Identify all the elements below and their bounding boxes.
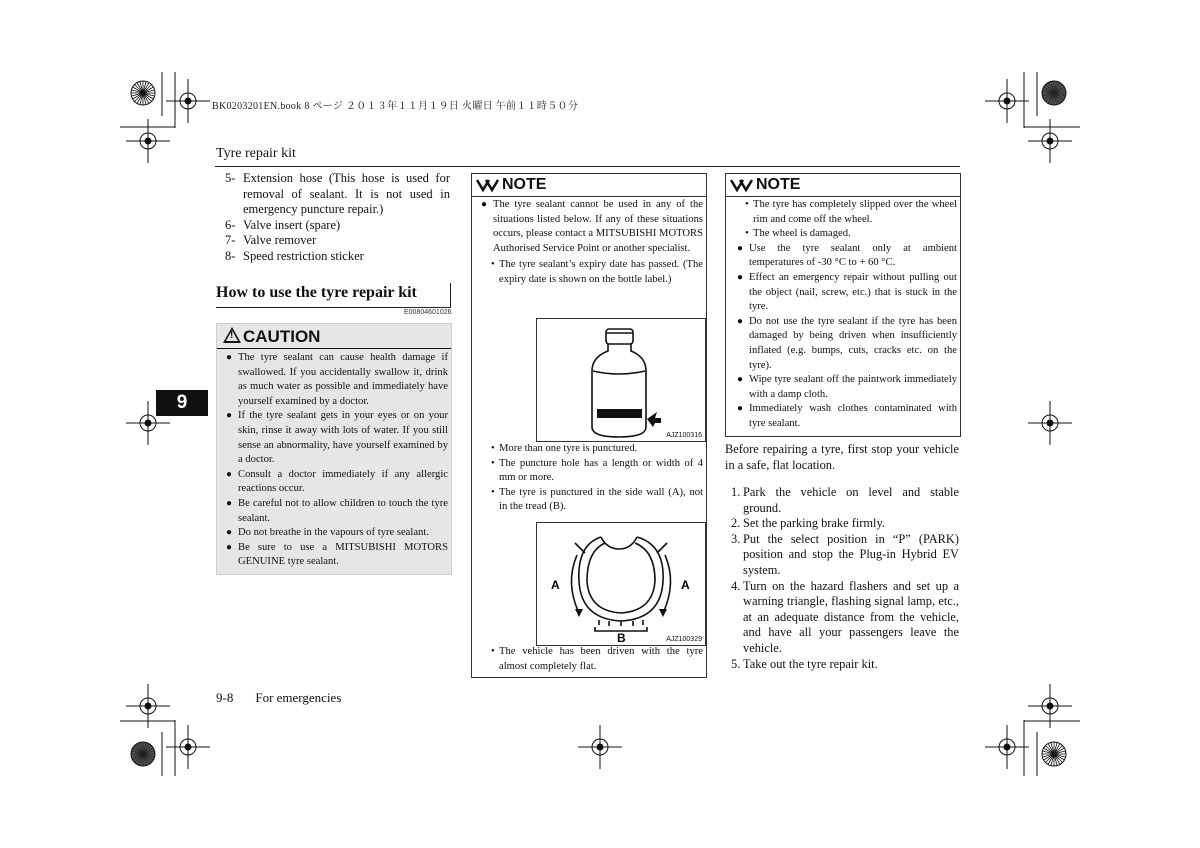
crosshair-mark xyxy=(126,119,170,163)
list-item: 6- Valve insert (spare) xyxy=(225,217,341,232)
procedure-steps xyxy=(725,485,959,672)
warning-icon: ! xyxy=(223,327,241,343)
note-item: ● Effect an emergency repair without pulling out the object (nail, screw, etc.) that is stuck in the tyre. xyxy=(737,271,957,313)
parts-list xyxy=(225,171,450,265)
crosshair-mark xyxy=(166,725,210,769)
intro-paragraph: Before repairing a tyre, first stop your vehicle in a safe, flat location. xyxy=(725,442,959,472)
list-item: 5- Extension hose (This hose is used for removal of sealant. It is not used in emergency puncture repair.) xyxy=(225,171,450,217)
sealant-bottle-figure xyxy=(536,318,706,442)
caution-item: ● Consult a doctor immediately if any allergic reactions occur. xyxy=(226,468,448,495)
caution-box xyxy=(216,323,452,575)
bottle-illustration xyxy=(537,319,705,441)
tyre-section-figure xyxy=(536,522,706,646)
figure-code: AJZ100316 xyxy=(666,432,702,439)
figure-label-b: B xyxy=(617,631,626,645)
crosshair-mark xyxy=(985,79,1029,123)
note-subitem: • The puncture hole has a length or width of 4 mm or more. xyxy=(491,457,703,484)
footer-section: For emergencies xyxy=(255,690,342,705)
note-subitem: • The tyre has completely slipped over the wheel rim and come off the wheel. xyxy=(745,199,957,225)
crosshair-mark xyxy=(1028,401,1072,445)
list-item: 8- Speed restriction sticker xyxy=(225,248,364,263)
header-rule xyxy=(215,166,960,167)
caution-item: ● Be careful not to allow children to touch the tyre sealant. xyxy=(226,497,448,524)
running-head: Tyre repair kit xyxy=(216,146,296,161)
section-code: E00804601026 xyxy=(404,309,452,316)
figure-code: AJZ100329 xyxy=(666,636,702,643)
note-item: ● The tyre sealant cannot be used in any of the situations listed below. If any of these situations occurs, please contact a MITSUBISHI MOTORS Authorised Service Point or another specialist. xyxy=(481,199,703,254)
note-subitem: • The wheel is damaged. xyxy=(745,228,851,240)
step-item: 3. Put the select position in “P” (PARK) position and stop the Plug-in Hybrid EV system. xyxy=(731,531,959,577)
step-item: 2. Set the parking brake firmly. xyxy=(731,516,885,531)
note-check-icon xyxy=(730,177,754,193)
crosshair-mark xyxy=(1028,119,1072,163)
registration-dial xyxy=(1042,81,1066,105)
list-item: 7- Valve remover xyxy=(225,233,317,248)
note-box-1 xyxy=(471,173,707,678)
note-item: ● Immediately wash clothes contaminated with tyre sealant. xyxy=(737,403,957,429)
print-header: BK0203201EN.book 8 ページ ２０１３年１１月１９日 火曜日 午前１１時５０分 xyxy=(212,101,579,112)
note-item: ● Do not use the tyre sealant if the tyre has been damaged by being driven when insufficiently inflated (e.g. bumps, cuts, cracks etc. on the tyre). xyxy=(737,315,957,371)
step-item: 5. Take out the tyre repair kit. xyxy=(731,656,878,671)
page-number: 9-8 xyxy=(216,690,234,705)
note-item: ● Use the tyre sealant only at ambient temperatures of -30 °C to + 60 °C. xyxy=(737,242,957,269)
crosshair-mark xyxy=(166,79,210,123)
caution-item: ● Do not breathe in the vapours of tyre sealant. xyxy=(226,527,429,539)
note-subitem: • The vehicle has been driven with the tyre almost completely flat. xyxy=(491,646,703,672)
note-heading: NOTE xyxy=(726,174,960,197)
figure-label-a2: A xyxy=(681,578,690,592)
registration-dial xyxy=(131,742,155,766)
section-heading: How to use the tyre repair kit xyxy=(216,283,451,308)
caution-item: ● The tyre sealant can cause health damage if swallowed. If you accidentally swallow it, drink as much water as possible and immediately have yourself examined by a doctor. xyxy=(226,352,448,407)
note-check-icon xyxy=(476,177,500,193)
tyre-illustration xyxy=(537,523,705,645)
note-subitem: • The tyre is punctured in the side wall (A), not in the tread (B). xyxy=(491,486,703,513)
crosshair-mark xyxy=(985,725,1029,769)
caution-item: ● If the tyre sealant gets in your eyes or on your skin, rinse it away with lots of water. If you still sense an abnormality, have yourself examined by a doctor. xyxy=(226,410,448,466)
step-item: 4. Turn on the hazard flashers and set up a warning triangle, flashing signal lamp, etc., at an adequate distance from the vehicle, and have all your passengers leave the vehicle. xyxy=(731,578,959,655)
step-item: 1. Park the vehicle on level and stable ground. xyxy=(731,485,959,515)
registration-dial xyxy=(131,81,155,105)
note-item: ● Wipe tyre sealant off the paintwork immediately with a damp cloth. xyxy=(737,374,957,400)
note-subitem: • More than one tyre is punctured. xyxy=(491,443,638,454)
crosshair-mark xyxy=(578,725,622,769)
caution-heading: ! CAUTION xyxy=(223,327,320,347)
note-subitem: • The tyre sealant’s expiry date has passed. (The expiry date is shown on the bottle label.) xyxy=(491,259,703,285)
figure-label-a: A xyxy=(551,578,560,592)
caution-item: ● Be sure to use a MITSUBISHI MOTORS GENUINE tyre sealant. xyxy=(226,541,448,568)
note-box-2 xyxy=(725,173,961,437)
chapter-tab: 9 xyxy=(156,390,208,416)
note-heading: NOTE xyxy=(472,174,706,197)
registration-dial xyxy=(1042,742,1066,766)
page-footer xyxy=(216,690,341,706)
